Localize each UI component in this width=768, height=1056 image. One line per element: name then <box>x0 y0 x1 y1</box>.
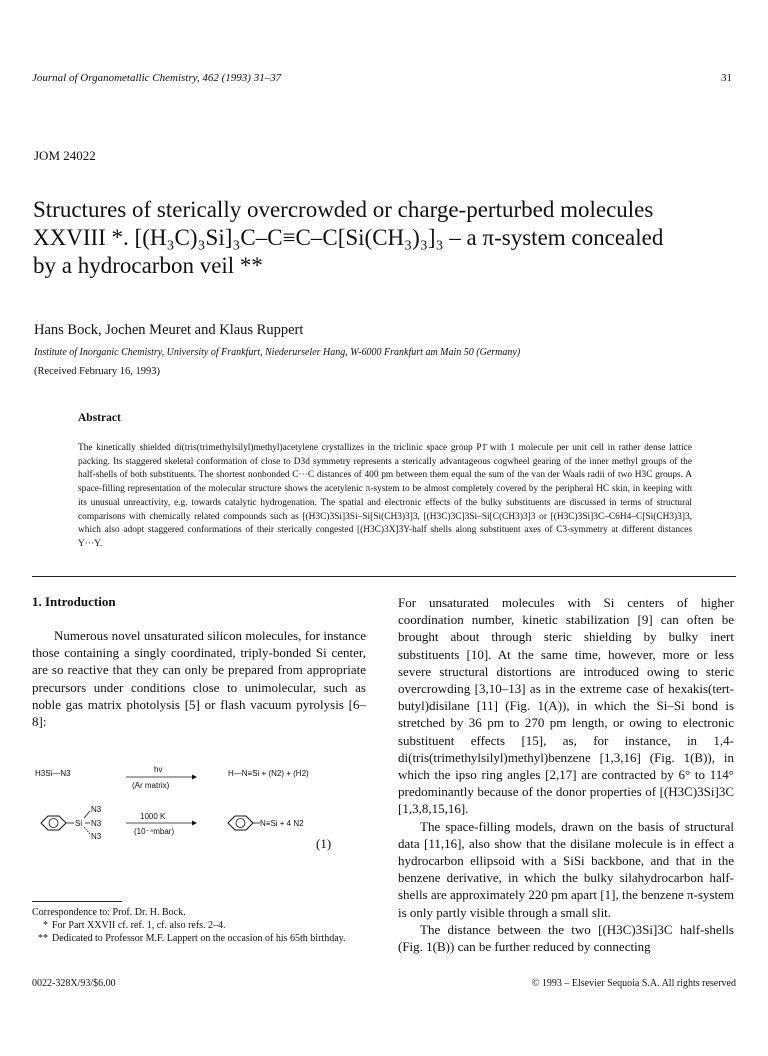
scheme-condition-2-bottom: (10⁻⁴mbar) <box>134 827 175 836</box>
title-line-1: Structures of sterically overcrowded or charge-perturbed molecules <box>33 197 654 222</box>
journal-citation: Journal of Organometallic Chemistry, 462 (1993) 31–37 <box>32 72 282 84</box>
footnote-2-text: Dedicated to Professor M.F. Lappert on the occasion of his 65th birthday. <box>52 933 346 944</box>
phenyl-ring-right <box>228 816 253 830</box>
bond-si-n-bot <box>84 827 90 834</box>
footnote-rule <box>32 901 122 902</box>
article-code: JOM 24022 <box>34 148 96 163</box>
right-paragraph-3: The distance between the two [(H3C)3Si]3C half-shells (Fig. 1(B)) can be further reduced by connecting <box>398 921 734 955</box>
received-date: (Received February 16, 1993) <box>34 366 160 377</box>
authors: Hans Bock, Jochen Meuret and Klaus Ruppert <box>34 322 304 338</box>
abstract-text: The kinetically shielded di(tris(trimethylsilyl)methyl)acetylene crystallizes in the triclinic space group P1̄ with 1 molecule per unit cell in rather dense lattice packing. Its staggered skeletal conformation of close to D3d symmetry represents a sterically advantageous cogwheel gearing of the inner methyl groups of the half-shells of both substituents. The shortest nonbonded C···C distances of 400 pm between them equal the sum of the van der Waals radii of two H3C groups. A space-filling representation of the molecular structure shows the acetylenic π-system to be almost completely covered by the peripheral HC skin, in keeping with its unusual unreactivity, e.g. towards catalytic hydrogenation. The spatial and electronic effects of the bulky substituents are discussed in terms of structural comparisons with chemically related compounds such as [(H3C)3Si]3Si–Si[Si(CH3)3]3, [(H3C)3C]3Si–Si[C(CH3)3]3 or [(H3C)3Si]3C–C6H4–C[Si(CH3)3]3, which also adopt staggered conformations of their sterically congested [(H3C)3X]3Y-half shells along substituent axes of C3-symmetry at different distances Y···Y. <box>78 443 692 549</box>
scheme-condition-1-bottom: (Ar matrix) <box>132 781 170 790</box>
abstract-heading: Abstract <box>78 412 121 424</box>
correspondence-note: Correspondence to: Prof. Dr. H. Bock. <box>32 907 186 918</box>
scheme-condition-1-top: hν <box>154 765 163 774</box>
footnote-2 <box>32 932 366 945</box>
left-column <box>32 594 366 730</box>
affiliation: Institute of Inorganic Chemistry, University of Frankfurt, Niederurseler Hang, W-6000 Frankfurt am Main 50 (Germany) <box>34 347 521 358</box>
section-divider <box>32 576 736 577</box>
footnote-2-mark: ** <box>38 933 48 944</box>
page-number: 31 <box>721 72 732 84</box>
phenyl-ring-right-inner <box>236 819 245 828</box>
footnote-1-mark: * <box>43 920 48 931</box>
equation-number: (1) <box>316 836 332 851</box>
reaction-scheme <box>32 760 366 880</box>
footnotes <box>32 906 366 945</box>
scheme-azide-top: N3 <box>91 805 102 814</box>
scheme-reactant-1: H3Si—N3 <box>35 769 71 778</box>
scheme-azide-bot: N3 <box>91 832 102 841</box>
right-column <box>398 594 734 955</box>
arrow-head-2 <box>192 821 197 826</box>
title-line-2: XXVIII *. [(H₃C)₃Si]₃C–C≡C–C[Si(CH₃)₃]₃ – a π-system concealed <box>33 225 664 250</box>
right-paragraph-2: The space-filling models, drawn on the basis of structural data [11,16], also show that the disilane molecule is in effect a hydrocarbon ellipsoid with a SiSi backbone, and that in the benzene derivative, in which the bulky silahydrocarbon half-shells are approximately 220 pm apart [1], the benzene π-system is only partly visible through a small slit. <box>398 818 734 920</box>
title-line-3: by a hydrocarbon veil ** <box>33 253 263 278</box>
bond-si-n-top <box>84 811 90 818</box>
scheme-product-2: N≡Si + 4 N2 <box>260 819 304 828</box>
phenyl-ring-left-inner <box>49 819 58 828</box>
footnote-1-text: For Part XXVII cf. ref. 1, cf. also refs. 2–4. <box>52 920 226 931</box>
section-heading: 1. Introduction <box>32 594 116 609</box>
phenyl-ring-left <box>41 816 66 830</box>
scheme-product-1: H—N≡Si + (N2) + (H2) <box>228 769 309 778</box>
scheme-azide-mid: N3 <box>91 819 102 828</box>
footnote-1 <box>32 919 366 932</box>
scheme-silicon: Si <box>75 819 83 828</box>
arrow-head-1 <box>192 775 197 780</box>
copyright: © 1993 – Elsevier Sequoia S.A. All rights reserved <box>531 978 736 989</box>
intro-paragraph: Numerous novel unsaturated silicon molecules, for instance those containing a singly coordinated, triply-bonded Si center, are so reactive that they can only be prepared from appropriate precursors under conditions close to unimolecular, such as noble gas matrix photolysis [5] or flash vacuum pyrolysis [6–8]: <box>32 628 366 730</box>
issn-code: 0022-328X/93/$6.00 <box>32 978 116 989</box>
scheme-condition-2-top: 1000 K <box>140 812 166 821</box>
article-title <box>33 196 733 280</box>
right-paragraph-1: For unsaturated molecules with Si centers of higher coordination number, kinetic stabilization [9] can often be brought about through steric shielding by bulky inert substituents [10]. At the same time, however, more or less severe structural distortions are introduced owing to steric overcrowding [3,10–13] as in the extreme case of hexakis(tert-butyl)disilane [11] (Fig. 1(A)), in which the Si–Si bond is stretched by 36 pm to 270 pm length, or owing to electronic substituent effects [15], as, for instance, in 1,4-di(tris(trimethylsilyl)methyl)benzene [1,3,16] (Fig. 1(B)), in which the ipso ring angles [2,17] are contracted by 6° to 114° predominantly because of the donor properties of [(H3C)3Si]3C [1,3,8,15,16]. <box>398 595 734 817</box>
